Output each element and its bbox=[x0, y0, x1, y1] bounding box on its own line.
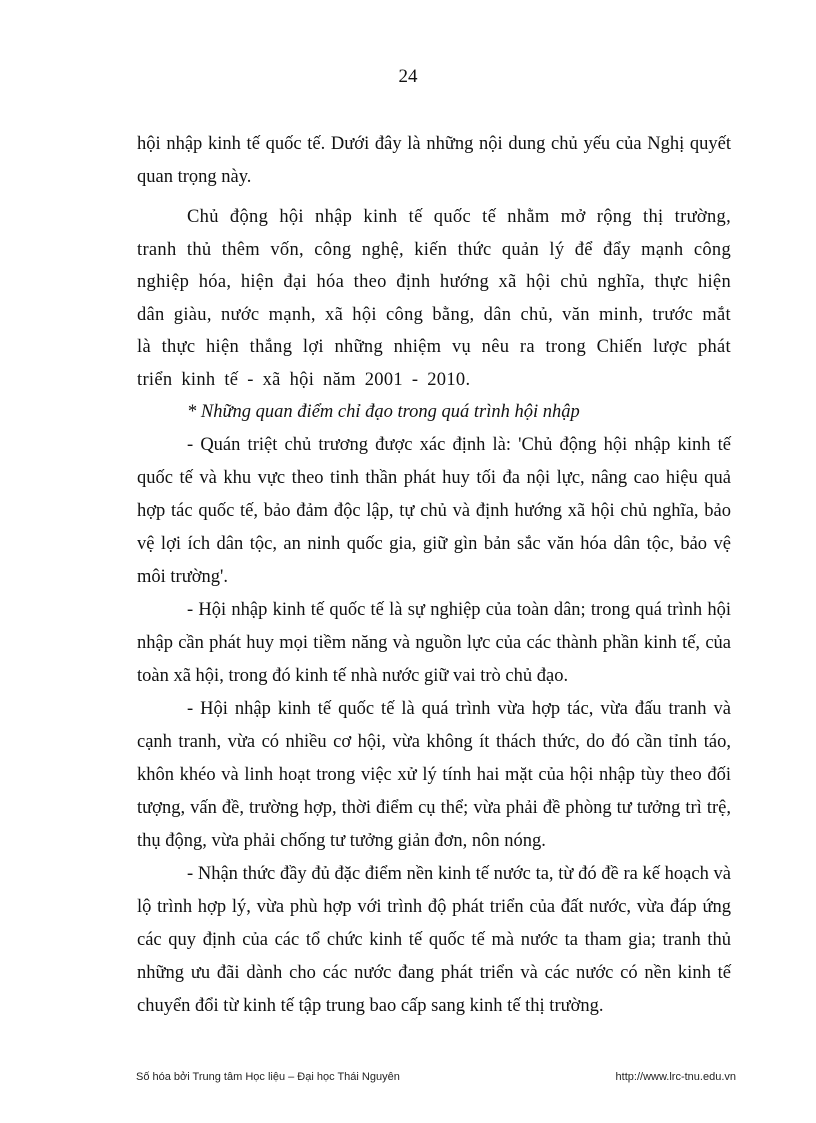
document-body bbox=[137, 128, 731, 1023]
paragraph-point-2: - Hội nhập kinh tế quốc tế là sự nghiệp của toàn dân; trong quá trình hội nhập cần phát huy mọi tiềm năng và nguồn lực của các thành phần kinh tế, của toàn xã hội, trong đó kinh tế nhà nước giữ vai trò chủ đạo. bbox=[137, 600, 731, 686]
page-number: 24 bbox=[398, 66, 418, 87]
paragraph-intro: hội nhập kinh tế quốc tế. Dưới đây là những nội dung chủ yếu của Nghị quyết quan trọng này. bbox=[137, 134, 731, 187]
footer-url: http://www.lrc-tnu.edu.vn bbox=[615, 1071, 736, 1083]
footer-credit: Số hóa bởi Trung tâm Học liệu – Đại học Thái Nguyên bbox=[136, 1071, 400, 1083]
section-heading: * Những quan điểm chỉ đạo trong quá trình hội nhập bbox=[187, 402, 580, 422]
paragraph-point-1: - Quán triệt chủ trương được xác định là: 'Chủ động hội nhập kinh tế quốc tế và khu vực theo tinh thần phát huy tối đa nội lực, nâng cao hiệu quả hợp tác quốc tế, bảo đảm độc lập, tự chủ và định hướng xã hội chủ nghĩa, bảo vệ lợi ích dân tộc, an ninh quốc gia, giữ gìn bản sắc văn hóa dân tộc, bảo vệ môi trường'. bbox=[137, 435, 731, 587]
paragraph-main-goal: Chủ động hội nhập kinh tế quốc tế nhằm mở rộng thị trường, tranh thủ thêm vốn, công nghệ, kiến thức quản lý để đẩy mạnh công nghiệp hóa, hiện đại hóa theo định hướng xã hội chủ nghĩa, thực hiện dân giàu, nước mạnh, xã hội công bằng, dân chủ, văn minh, trước mắt là thực hiện thắng lợi những nhiệm vụ nêu ra trong Chiến lược phát triển kinh tế - xã hội năm 2001 - 2010. bbox=[137, 207, 731, 390]
paragraph-point-3: - Hội nhập kinh tế quốc tế là quá trình vừa hợp tác, vừa đấu tranh và cạnh tranh, vừa có nhiều cơ hội, vừa không ít thách thức, do đó cần tỉnh táo, khôn khéo và linh hoạt trong việc xử lý tính hai mặt của hội nhập tùy theo đối tượng, vấn đề, trường hợp, thời điểm cụ thể; vừa phải đề phòng tư tưởng trì trệ, thụ động, vừa phải chống tư tưởng giản đơn, nôn nóng. bbox=[137, 699, 731, 851]
paragraph-point-4: - Nhận thức đầy đủ đặc điểm nền kinh tế nước ta, từ đó đề ra kế hoạch và lộ trình hợp lý, vừa phù hợp với trình độ phát triển của đất nước, vừa đáp ứng các quy định của các tổ chức kinh tế quốc tế mà nước ta tham gia; tranh thủ những ưu đãi dành cho các nước đang phát triển và các nước có nền kinh tế chuyển đổi từ kinh tế tập trung bao cấp sang kinh tế thị trường. bbox=[137, 864, 731, 1016]
